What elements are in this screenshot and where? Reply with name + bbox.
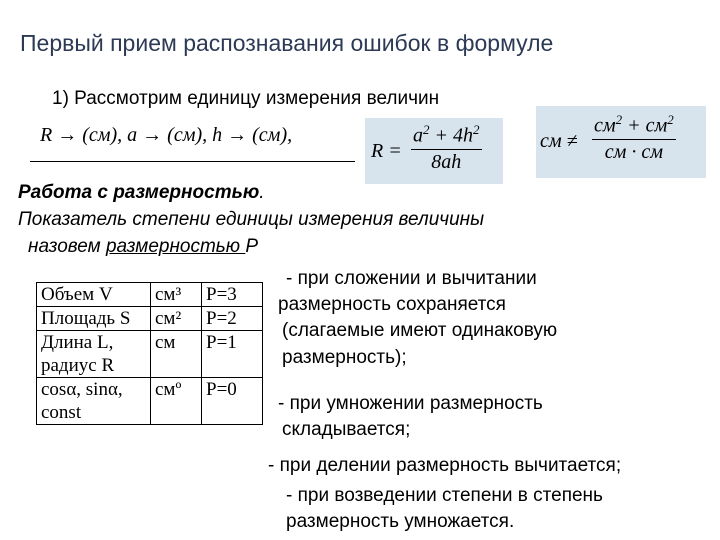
unit-check-lhs: см ≠ — [540, 130, 578, 152]
table-cell-name: cosα, sinα, const — [37, 378, 151, 425]
table-cell-unit: см — [151, 331, 202, 378]
rule-line: размерность сохраняется — [278, 294, 506, 315]
table-row — [37, 283, 263, 307]
rule-line: - при сложении и вычитании — [286, 268, 537, 289]
rule-line: (слагаемые имеют одинаковую — [282, 320, 558, 341]
table-cell-unit: см³ — [151, 283, 202, 307]
definition-line-2: назовем размерностью Р — [28, 236, 259, 257]
rule-line: - при умножении размерность — [278, 393, 543, 414]
step-heading: 1) Рассмотрим единицу измерения величин — [52, 88, 440, 109]
rule-line: - при делении размерность вычитается; — [268, 455, 622, 476]
table-cell-name: Длина L, радиус R — [37, 331, 151, 378]
unit-check-numerator: $см^2 + см^2$ — [592, 112, 676, 140]
radius-formula — [365, 118, 503, 184]
table-cell-p: Р=2 — [202, 307, 263, 331]
table-row — [37, 378, 263, 425]
rule-line: складывается; — [282, 419, 411, 440]
table-cell-name: Объем V — [37, 283, 151, 307]
section-heading: Работа с размерностью. — [18, 182, 265, 203]
rule-line: размерность умножается. — [286, 511, 515, 532]
units-formula: R → (см), a → (см), h → (см), — [40, 124, 293, 146]
table-row — [37, 307, 263, 331]
radius-formula-denominator: 8ah — [431, 150, 462, 173]
radius-formula-lhs: R = — [371, 140, 402, 162]
underline-divider — [30, 161, 355, 162]
rule-line: размерность); — [282, 347, 407, 368]
radius-formula-fraction — [411, 122, 482, 174]
table-cell-p: Р=3 — [202, 283, 263, 307]
table-cell-p: Р=0 — [202, 378, 263, 425]
unit-check-denominator: см · см — [604, 140, 664, 163]
unit-check-fraction — [592, 112, 676, 164]
unit-check-formula — [536, 106, 706, 178]
table-row — [37, 331, 263, 378]
table-cell-unit: см² — [151, 307, 202, 331]
table-cell-name: Площадь S — [37, 307, 151, 331]
table-cell-p: Р=1 — [202, 331, 263, 378]
table-cell-unit: смº — [151, 378, 202, 425]
page-title: Первый прием распознавания ошибок в формуле — [20, 30, 554, 56]
definition-line-1: Показатель степени единицы измерения величины — [18, 209, 485, 230]
rule-line: - при возведении степени в степень — [286, 485, 603, 506]
dimension-table — [36, 282, 263, 425]
radius-formula-numerator: $a^2 + 4h^2$ — [411, 122, 482, 150]
